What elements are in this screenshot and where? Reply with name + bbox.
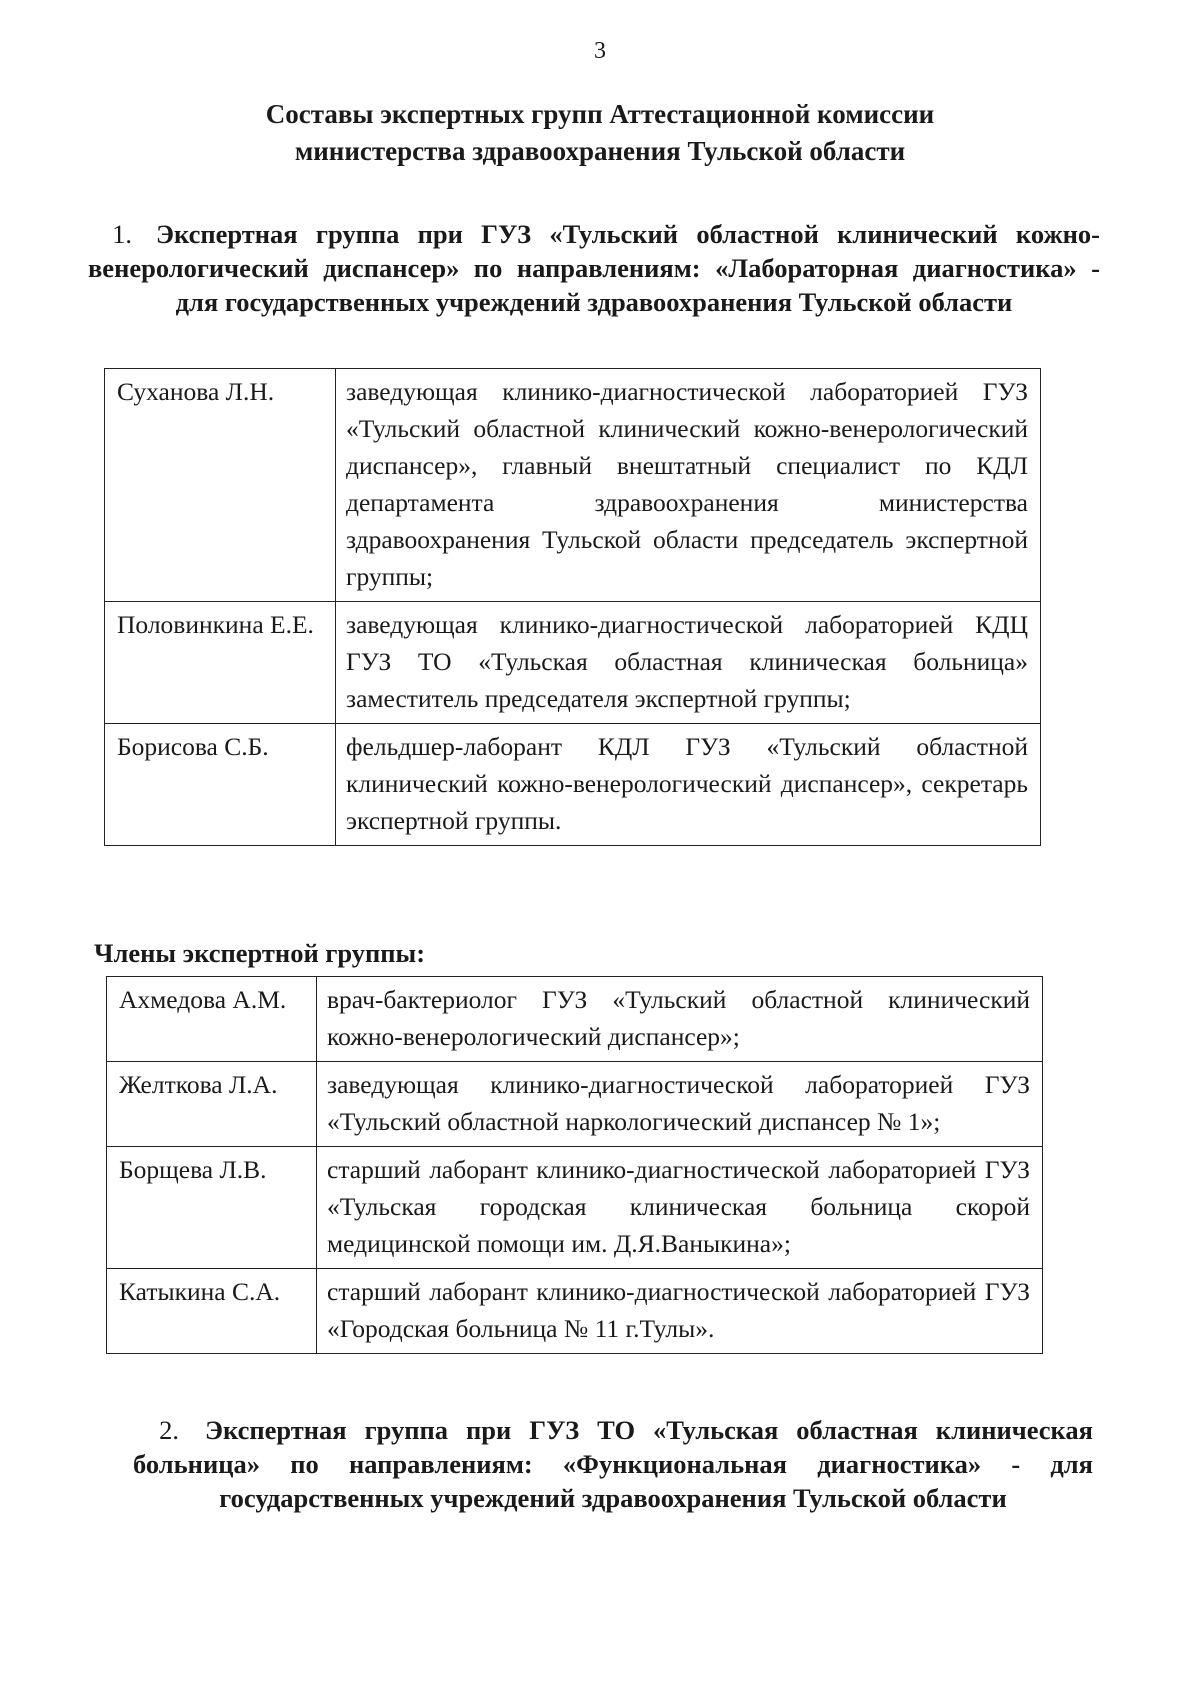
section-2-heading [133,1413,1093,1515]
member-name: Борщева Л.В. [107,1147,317,1269]
member-role: заведующая клинико-диагностической лабораторией ГУЗ «Тульский областной клинический кожно-венерологический диспансер», главный внештатный специалист по КДЛ департамента здравоохранения министерства здравоохранения Тульской области председатель экспертной группы; [336,369,1041,602]
member-name: Ахмедова А.М. [107,977,317,1062]
table-row [107,977,1043,1062]
section-2-text: Экспертная группа при ГУЗ ТО «Тульская областная клиническая больница» по направлениям: «Функциональная диагностика» - для государственных учреждений здравоохранения Тульской области [133,1415,1093,1513]
section-1-heading [88,217,1100,319]
member-role: врач-бактериолог ГУЗ «Тульский областной клинический кожно-венерологический диспансер»; [317,977,1043,1062]
leadership-table [104,368,1041,846]
document-title [0,96,1200,170]
table-row [105,724,1041,846]
table-row [105,602,1041,724]
table-row [105,369,1041,602]
member-role: фельдшер-лаборант КДЛ ГУЗ «Тульский областной клинический кожно-венерологический диспансер», секретарь экспертной группы. [336,724,1041,846]
section-1-text: Экспертная группа при ГУЗ «Тульский областной клинический кожно-венерологический диспансер» по направлениям: «Лабораторная диагностика» - для государственных учреждений здравоохранения Тульской области [88,219,1100,317]
member-name: Половинкина Е.Е. [105,602,336,724]
member-name: Борисова С.Б. [105,724,336,846]
table-row [107,1062,1043,1147]
member-role: старший лаборант клинико-диагностической лабораторией ГУЗ «Городская больница № 11 г.Тулы». [317,1269,1043,1354]
members-label: Члены экспертной группы: [94,938,426,968]
title-line-2: министерства здравоохранения Тульской области [294,136,906,166]
section-2-number: 2. [159,1415,179,1445]
member-role: старший лаборант клинико-диагностической лабораторией ГУЗ «Тульская городская клиническая больница скорой медицинской помощи им. Д.Я.Ваныкина»; [317,1147,1043,1269]
member-name: Суханова Л.Н. [105,369,336,602]
member-role: заведующая клинико-диагностической лабораторией ГУЗ «Тульский областной наркологический диспансер № 1»; [317,1062,1043,1147]
section-1-number: 1. [112,219,132,249]
member-name: Катыкина С.А. [107,1269,317,1354]
title-line-1: Составы экспертных групп Аттестационной комиссии [265,99,935,129]
members-table [106,976,1043,1354]
table-row [107,1147,1043,1269]
page-number: 3 [594,38,606,64]
member-role: заведующая клинико-диагностической лабораторией КДЦ ГУЗ ТО «Тульская областная клиническая больница» заместитель председателя экспертной группы; [336,602,1041,724]
member-name: Желткова Л.А. [107,1062,317,1147]
table-row [107,1269,1043,1354]
